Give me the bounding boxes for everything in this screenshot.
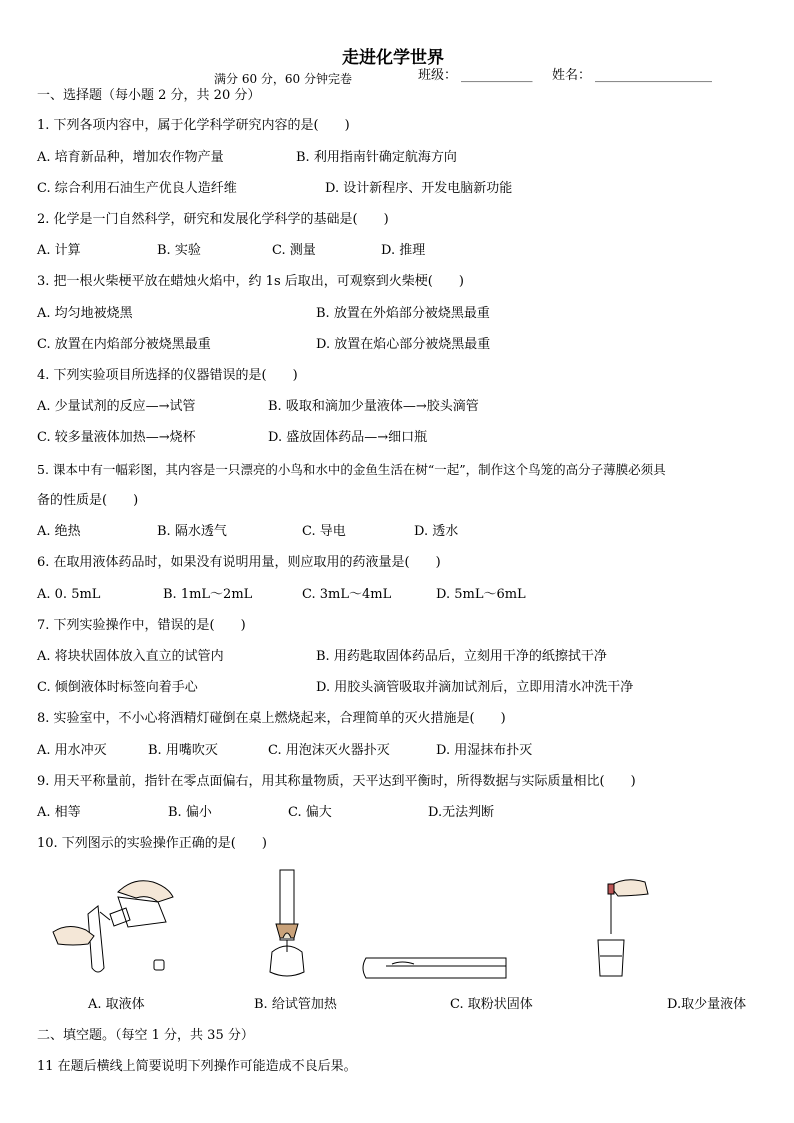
- q8-option-b: B. 用嘴吹灭: [148, 743, 218, 758]
- q4-option-c: C. 较多量液体加热—→烧杯: [37, 430, 196, 445]
- q3-option-d: D. 放置在焰心部分被烧黑最重: [316, 337, 491, 352]
- q3-stem: 3. 把一根火柴梗平放在蜡烛火焰中，约 1s 后取出，可观察到火柴梗( ): [37, 274, 464, 289]
- q8-option-a: A. 用水冲灭: [37, 743, 107, 758]
- q9-stem: 9. 用天平称量前，指针在零点面偏右，用其称量物质，天平达到平衡时，所得数据与实际质量相比( ): [37, 774, 636, 789]
- pouring-liquid-illustration: [48, 872, 178, 982]
- q1-option-a: A. 培育新品种，增加农作物产量: [37, 150, 224, 165]
- q10-option-c: C. 取粉状固体: [450, 997, 533, 1012]
- q8-stem: 8. 实验室中，不小心将酒精灯碰倒在桌上燃烧起来，合理简单的灭火措施是( ): [37, 711, 506, 726]
- q6-option-d: D. 5mL～6mL: [436, 587, 526, 602]
- section1-heading: 一、选择题（每小题 2 分，共 20 分）: [37, 88, 261, 103]
- q9-option-a: A. 相等: [37, 805, 81, 820]
- q1-option-c: C. 综合利用石油生产优良人造纤维: [37, 181, 237, 196]
- q10-option-b: B. 给试管加热: [254, 997, 337, 1012]
- q6-option-c: C. 3mL～4mL: [302, 587, 392, 602]
- q5-stem-line2: 备的性质是( ): [37, 493, 139, 508]
- q1-stem: 1. 下列各项内容中，属于化学科学研究内容的是( ): [37, 118, 350, 133]
- q5-option-b: B. 隔水透气: [157, 524, 227, 539]
- q10-option-d: D.取少量液体: [667, 997, 747, 1012]
- name-label: 姓名：: [552, 68, 592, 83]
- q7-option-a: A. 将块状固体放入直立的试管内: [37, 649, 224, 664]
- q6-stem: 6. 在取用液体药品时，如果没有说明用量，则应取用的药液量是( ): [37, 555, 441, 570]
- class-blank[interactable]: ___________: [461, 68, 533, 83]
- q4-option-d: D. 盛放固体药品—→细口瓶: [268, 430, 428, 445]
- q10-stem: 10. 下列图示的实验操作正确的是( ): [37, 836, 267, 851]
- q2-option-d: D. 推理: [381, 243, 426, 258]
- q7-option-b: B. 用药匙取固体药品后，立刻用干净的纸擦拭干净: [316, 649, 607, 664]
- q4-option-a: A. 少量试剂的反应—→试管: [37, 399, 196, 414]
- q7-stem: 7. 下列实验操作中，错误的是( ): [37, 618, 246, 633]
- q7-option-c: C. 倾倒液体时标签向着手心: [37, 680, 198, 695]
- q2-option-b: B. 实验: [157, 243, 201, 258]
- q9-option-d: D.无法判断: [428, 805, 495, 820]
- q8-option-d: D. 用湿抹布扑灭: [436, 743, 533, 758]
- q9-option-c: C. 偏大: [288, 805, 332, 820]
- q11-stem: 11 在题后横线上简要说明下列操作可能造成不良后果。: [37, 1059, 357, 1074]
- heating-test-tube-illustration: [258, 868, 318, 984]
- powder-solid-tube-illustration: [358, 950, 508, 980]
- q3-option-a: A. 均匀地被烧黑: [37, 306, 133, 321]
- q2-option-c: C. 测量: [272, 243, 316, 258]
- q5-option-d: D. 透水: [414, 524, 459, 539]
- q1-option-d: D. 设计新程序、开发电脑新功能: [325, 181, 513, 196]
- class-label: 班级：: [418, 68, 458, 83]
- q7-option-d: D. 用胶头滴管吸取并滴加试剂后，立即用清水冲洗干净: [316, 680, 634, 695]
- q6-option-a: A. 0. 5mL: [37, 587, 101, 602]
- q2-option-a: A. 计算: [37, 243, 81, 258]
- q4-stem: 4. 下列实验项目所选择的仪器错误的是( ): [37, 368, 298, 383]
- q5-option-c: C. 导电: [302, 524, 346, 539]
- q6-option-b: B. 1mL～2mL: [163, 587, 253, 602]
- q3-option-c: C. 放置在内焰部分被烧黑最重: [37, 337, 211, 352]
- score-info: 满分 60 分，60 分钟完卷: [214, 72, 352, 86]
- q8-option-c: C. 用泡沫灭火器扑灭: [268, 743, 390, 758]
- name-blank[interactable]: __________________: [595, 68, 712, 83]
- q3-option-b: B. 放置在外焰部分被烧黑最重: [316, 306, 490, 321]
- q5-option-a: A. 绝热: [37, 524, 81, 539]
- q10-option-a: A. 取液体: [88, 997, 145, 1012]
- dropper-illustration: [590, 876, 660, 982]
- q5-stem-line1: 5. 课本中有一幅彩图，其内容是一只漂亮的小鸟和水中的金鱼生活在树“一起”，制作这个鸟笼的高分子薄膜必须具: [37, 462, 666, 477]
- q4-option-b: B. 吸取和滴加少量液体—→胶头滴管: [268, 399, 479, 414]
- q1-option-b: B. 利用指南针确定航海方向: [296, 150, 457, 165]
- q9-option-b: B. 偏小: [168, 805, 212, 820]
- section2-heading: 二、填空题。（每空 1 分，共 35 分）: [37, 1028, 254, 1043]
- q2-stem: 2. 化学是一门自然科学，研究和发展化学科学的基础是( ): [37, 212, 389, 227]
- page-title: 走进化学世界: [342, 48, 444, 68]
